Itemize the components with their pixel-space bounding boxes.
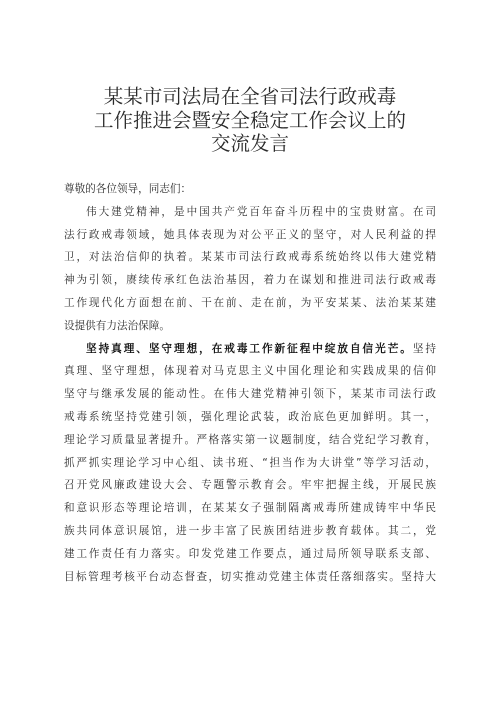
document-body bbox=[64, 178, 436, 588]
paragraph-1-line-1: 伟大建党精神，是中国共产党百年奋斗历程中的宝贵财富。在司 bbox=[86, 205, 436, 218]
paragraph-1-line-3: 卫，对法治信仰的执着。某某市司法行政戒毒系统始终以伟大建党精 bbox=[64, 251, 436, 264]
document-title bbox=[0, 85, 500, 156]
paragraph-2-heading-tail: 坚持 bbox=[412, 342, 436, 355]
paragraph-1-line-6: 设提供有力法治保障。 bbox=[64, 319, 170, 332]
title-line-2: 工作推进会暨安全稳定工作会议上的 bbox=[93, 108, 406, 132]
paragraph-1-line-4: 神为引领，赓续传承红色法治基因，着力在谋划和推进司法行政戒毒 bbox=[64, 274, 436, 287]
paragraph-2-line-4: 戒毒系统坚持党建引领，强化理论武装，政治底色更加鲜明。其一， bbox=[64, 410, 436, 423]
paragraph-1-line-2: 法行政戒毒领域，她具体表现为对公平正义的坚守，对人民利益的捍 bbox=[64, 228, 436, 241]
title-line-1: 某某市司法局在全省司法行政戒毒 bbox=[103, 85, 397, 108]
paragraph-2-heading: 坚持真理、坚守理想，在戒毒工作新征程中绽放自信光芒。 bbox=[86, 342, 413, 355]
paragraph-1-line-5: 工作现代化方面想在前、干在前、走在前，为平安某某、法治某某建 bbox=[64, 296, 436, 309]
paragraph-2-line-9: 族共同体意识展馆，进一步丰富了民族团结进步教育载体。其二，党 bbox=[64, 524, 436, 537]
paragraph-2-line-7: 召开党风廉政建设大会、专题警示教育会。牢牢把握主线，开展民族 bbox=[64, 479, 436, 492]
paragraph-2-line-11: 目标管理考核平台动态督查，切实推动党建主体责任落细落实。坚持大 bbox=[64, 570, 436, 583]
paragraph-2-line-5: 理论学习质量显著提升。严格落实第一议题制度，结合党纪学习教育， bbox=[64, 433, 436, 446]
paragraph-2-line-6: 抓严抓实理论学习中心组、读书班、“担当作为大讲堂”等学习活动， bbox=[64, 456, 436, 469]
salutation: 尊敬的各位领导，同志们： bbox=[64, 183, 192, 195]
paragraph-2-line-8: 和意识形态等理论培训，在某某女子强制隔离戒毒所建成铸牢中华民 bbox=[64, 502, 436, 515]
title-line-3: 交流发言 bbox=[210, 132, 289, 155]
paragraph-2-line-3: 坚守与继承发展的能动性。在伟大建党精神引领下，某某市司法行政 bbox=[64, 388, 436, 401]
paragraph-2-line-10: 建工作责任有力落实。印发党建工作要点，通过局所领导联系支部、 bbox=[64, 547, 436, 560]
paragraph-2-line-1 bbox=[64, 338, 436, 361]
paragraph-2-line-2: 真理、坚守理想，体现着对马克思主义中国化理论和实践成果的信仰 bbox=[64, 365, 436, 378]
